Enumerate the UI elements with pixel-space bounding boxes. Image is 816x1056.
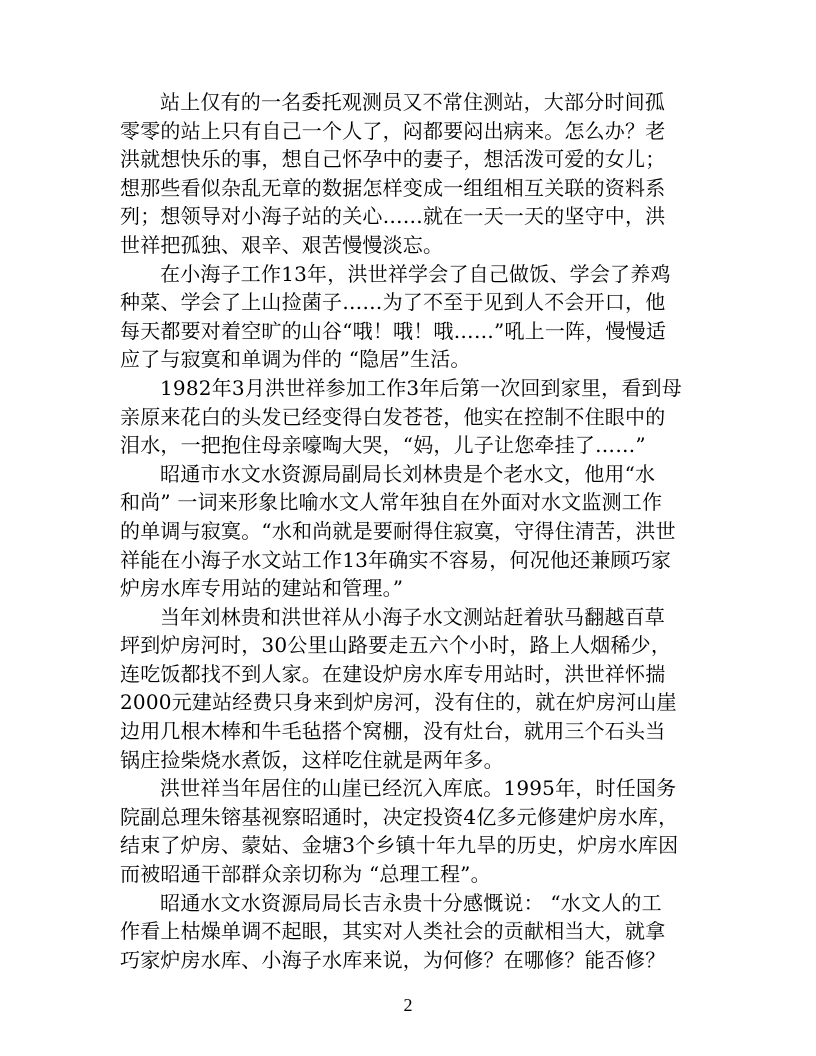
text-line: 和尚” 一词来形象比喻水文人常年独自在外面对水文监测工作: [120, 490, 663, 515]
text-line: 院副总理朱镕基视察昭通时，决定投资4亿多元修建炉房水库，: [120, 804, 679, 829]
page-number: 2: [403, 995, 413, 1015]
text-line: 边用几根木棒和牛毛毡搭个窝棚，没有灶台，就用三个石头当: [120, 719, 666, 744]
text-line: 泪水，一把抱住母亲嚎啕大哭，“妈，儿子让您牵挂了……”: [120, 433, 646, 458]
text-line: 昭通水文水资源局局长吉永贵十分感慨说： “水文人的工: [160, 890, 662, 915]
text-line: 坪到炉房河时，30公里山路要走五六个小时，路上人烟稀少，: [120, 633, 672, 658]
text-line: 2000元建站经费只身来到炉房河，没有住的，就在炉房河山崖: [120, 690, 677, 715]
text-line: 站上仅有的一名委托观测员又不常住测站，大部分时间孤: [160, 90, 665, 114]
text-line: 的单调与寂寞。“水和尚就是要耐得住寂寞，守得住清苦，洪世: [120, 518, 676, 543]
text-line: 而被昭通干部群众亲切称为 “总理工程”。: [120, 862, 491, 887]
text-line: 昭通市水文水资源局副局长刘林贵是个老水文，他用“水: [160, 461, 656, 486]
text-line: 洪就想快乐的事，想自己怀孕中的妻子，想活泼可爱的女儿；: [120, 147, 666, 172]
text-line: 亲原来花白的头发已经变得白发苍苍，他实在控制不住眼中的: [120, 404, 666, 429]
text-line: 世祥把孤独、艰辛、艰苦慢慢淡忘。: [120, 232, 444, 257]
text-line: 锅庄捡柴烧水煮饭，这样吃住就是两年多。: [120, 747, 504, 772]
text-line: 1982年3月洪世祥参加工作3年后第一次回到家里，看到母: [160, 375, 682, 400]
text-line: 在小海子工作13年，洪世祥学会了自己做饭、学会了养鸡: [160, 261, 671, 286]
text-line: 洪世祥当年居住的山崖已经沉入库底。1995年，时任国务: [160, 776, 677, 801]
text-line: 列；想领导对小海子站的关心……就在一天一天的坚守中，洪: [120, 204, 666, 229]
text-line: 炉房水库专用站的建站和管理。”: [120, 576, 404, 601]
text-line: 每天都要对着空旷的山谷“哦！哦！哦……”吼上一阵，慢慢适: [120, 318, 667, 343]
body-text: [120, 88, 694, 974]
text-line: 种菜、学会了上山捡菌子……为了不至于见到人不会开口，他: [120, 290, 666, 315]
text-line: 应了与寂寞和单调为伴的 “隐居”生活。: [120, 347, 471, 372]
text-line: 祥能在小海子水文站工作13年确实不容易，何况他还兼顾巧家: [120, 547, 672, 572]
text-line: 巧家炉房水库、小海子水库来说，为何修？在哪修？能否修？: [120, 947, 666, 972]
text-line: 作看上枯燥单调不起眼，其实对人类社会的贡献相当大，就拿: [120, 919, 666, 944]
text-line: 当年刘林贵和洪世祥从小海子水文测站赶着驮马翻越百草: [160, 604, 665, 629]
text-line: 连吃饭都找不到人家。在建设炉房水库专用站时，洪世祥怀揣: [120, 661, 666, 686]
text-line: 零零的站上只有自己一个人了，闷都要闷出病来。怎么办？老: [120, 118, 666, 143]
text-line: 结束了炉房、蒙姑、金塘3个乡镇十年九旱的历史，炉房水库因: [120, 833, 679, 858]
text-line: 想那些看似杂乱无章的数据怎样变成一组组相互关联的资料系: [120, 175, 666, 200]
